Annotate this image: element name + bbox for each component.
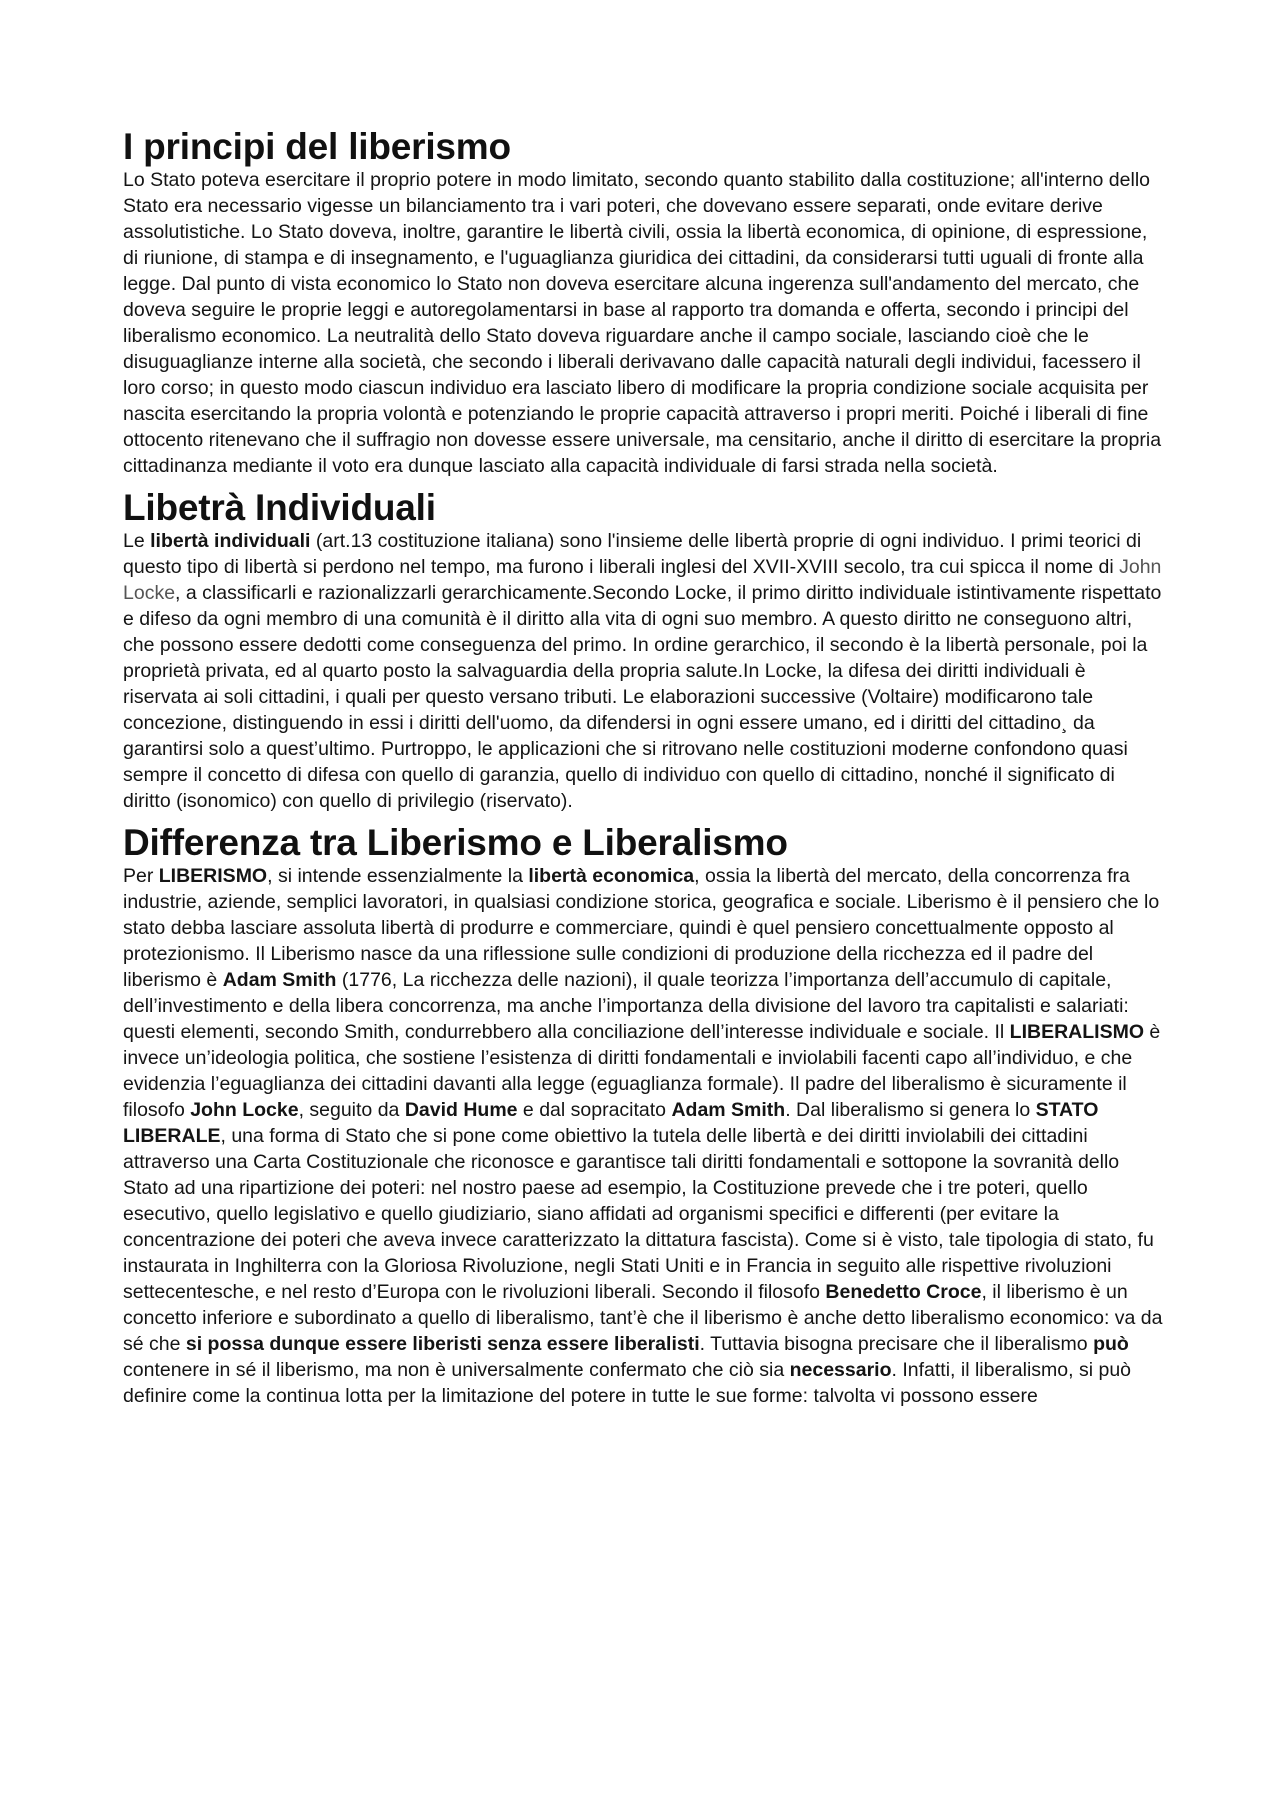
section-paragraph — [123, 528, 1165, 814]
bold-text: Adam Smith — [222, 969, 337, 991]
bold-text: necessario — [789, 1359, 892, 1381]
text-segment: (1776, La ricchezza delle nazioni), il quale teorizza l’importanza dell’accumulo di capitale, dell’investimento e della libera concorrenza, ma anche l’importanza della divisione del lavoro tra capitalisti e salariati: questi elementi, secondo Smith, condurrebbero alla conciliazione dell’interesse individuale e sociale. Il — [123, 969, 1129, 1043]
text-segment: Per — [123, 865, 159, 887]
john-locke-link[interactable]: John Locke — [123, 556, 1162, 604]
bold-text: Benedetto Croce — [825, 1281, 982, 1303]
text-segment: Le — [123, 530, 151, 552]
bold-text: si possa dunque essere liberisti senza essere liberalisti — [185, 1333, 700, 1355]
text-segment: e dal sopracitato — [517, 1099, 672, 1121]
section-heading: Differenza tra Liberismo e Liberalismo — [123, 822, 788, 863]
section-liberism-vs-liberalism — [123, 822, 1165, 1409]
section-individual-liberties — [123, 487, 1165, 814]
text-segment: . Dal liberalismo si genera lo — [785, 1099, 1036, 1121]
text-segment: , a classificarli e razionalizzarli gerarchicamente.Secondo Locke, il primo diritto individuale istintivamente rispettato e difeso da ogni membro di una comunità è il diritto alla vita di ogni suo membro. A questo diritto ne conseguono altri, che possono essere dedotti come conseguenza del primo. In ordine gerarchico, il secondo è la libertà personale, poi la proprietà privata, ed al quarto posto la salvaguardia della propria salute.In Locke, la difesa dei diritti individuali è riservata ai soli cittadini, i quali per questo versano tributi. Le elaborazioni successive (Voltaire) modificarono tale concezione, distinguendo in essi i diritti dell'uomo, da difendersi in ogni essere umano, ed i diritti del cittadino¸ da garantirsi solo a quest’ultimo. Purtroppo, le applicazioni che si ritrovano nelle costituzioni moderne confondono quasi sempre il concetto di difesa con quello di garanzia, quello di individuo con quello di cittadino, nonché il significato di diritto (isonomico) con quello di privilegio (riservato). — [123, 582, 1162, 812]
text-segment: . Infatti, il liberalismo, si può definire come la continua lotta per la limitazione del potere in tutte le sue forme: talvolta vi possono essere — [123, 1359, 1132, 1407]
text-segment: (art.13 costituzione italiana) sono l'insieme delle libertà proprie di ogni individuo. I primi teorici di questo tipo di libertà si perdono nel tempo, ma furono i liberali inglesi del XVII-XVIII secolo, tra cui spicca il nome di — [123, 530, 1142, 578]
text-segment: , seguito da — [298, 1099, 405, 1121]
text-segment: contenere in sé il liberismo, ma non è universalmente confermato che ciò sia — [123, 1359, 790, 1381]
section-liberism-principles — [123, 126, 1165, 479]
bold-text: David Hume — [404, 1099, 518, 1121]
section-heading: I principi del liberismo — [123, 126, 511, 167]
bold-text: libertà individuali — [150, 530, 311, 552]
text-segment: è invece un’ideologia politica, che sostiene l’esistenza di diritti fondamentali e inviolabili facenti capo all’individuo, e che evidenzia l’eguaglianza dei cittadini davanti alla legge (eguaglianza formale). Il padre del liberalismo è sicuramente il filosofo — [123, 1021, 1161, 1121]
text-segment: , ossia la libertà del mercato, della concorrenza fra industrie, aziende, semplici lavoratori, in qualsiasi condizione storica, geografica e sociale. Liberismo è il pensiero che lo stato debba lasciare assoluta libertà di produrre e commerciare, quindi è quel pensiero concettualmente opposto al protezionismo. Il Liberismo nasce da una riflessione sulle condizioni di produzione della ricchezza ed il padre del liberismo è — [123, 865, 1160, 991]
bold-text: LIBERISMO — [158, 865, 268, 887]
text-segment: . Tuttavia bisogna precisare che il liberalismo — [699, 1333, 1094, 1355]
text-segment: , una forma di Stato che si pone come obiettivo la tutela delle libertà e dei diritti inviolabili dei cittadini attraverso una Carta Costituzionale che riconosce e garantisce tali diritti fondamentali e sottopone la sovranità dello Stato ad una ripartizione dei poteri: nel nostro paese ad esempio, la Costituzione prevede che i tre poteri, quello esecutivo, quello legislativo e quello giudiziario, siano affidati ad organismi specifici e differenti (per evitare la concentrazione dei poteri che aveva invece caratterizzato la dittatura fascista). Come si è visto, tale tipologia di stato, fu instaurata in Inghilterra con la Gloriosa Rivoluzione, negli Stati Uniti e in Francia in seguito alle rispettive rivoluzioni settecentesche, e nel resto d’Europa con le rivoluzioni liberali. Secondo il filosofo — [123, 1125, 1154, 1303]
text-segment: , si intende essenzialmente la — [267, 865, 529, 887]
bold-text: Adam Smith — [671, 1099, 786, 1121]
bold-text: può — [1093, 1333, 1129, 1355]
bold-text: LIBERALISMO — [1009, 1021, 1145, 1043]
section-paragraph — [123, 863, 1165, 1409]
text-segment: Lo Stato poteva esercitare il proprio potere in modo limitato, secondo quanto stabilito dalla costituzione; all'interno dello Stato era necessario vigesse un bilanciamento tra i vari poteri, che dovevano essere separati, onde evitare derive assolutistiche. Lo Stato doveva, inoltre, garantire le libertà civili, ossia la libertà economica, di opinione, di espressione, di riunione, di stampa e di insegnamento, e l'uguaglianza giuridica dei cittadini, da considerarsi tutti uguali di fronte alla legge. Dal punto di vista economico lo Stato non doveva esercitare alcuna ingerenza sull'andamento del mercato, che doveva seguire le proprie leggi e autoregolamentarsi in base al rapporto tra domanda e offerta, secondo i principi del liberalismo economico. La neutralità dello Stato doveva riguardare anche il campo sociale, lasciando cioè che le disuguaglianze interne alla società, che secondo i liberali derivavano dalle capacità naturali degli individui, facessero il loro corso; in questo modo ciascun individuo era lasciato libero di modificare la propria condizione sociale acquisita per nascita esercitando la propria volontà e potenziando le proprie capacità attraverso i propri meriti. Poiché i liberali di fine ottocento ritenevano che il suffragio non dovesse essere universale, ma censitario, anche il diritto di esercitare la propria cittadinanza mediante il voto era dunque lasciato alla capacità individuale di farsi strada nella società. — [123, 169, 1162, 477]
bold-text: John Locke — [190, 1099, 299, 1121]
bold-text: STATO LIBERALE — [123, 1099, 1099, 1147]
bold-text: libertà economica — [528, 865, 695, 887]
text-segment: , il liberismo è un concetto inferiore e subordinato a quello di liberalismo, tant’è che il liberismo è anche detto liberalismo economico: va da sé che — [123, 1281, 1163, 1355]
section-paragraph — [123, 167, 1165, 479]
section-heading: Libetrà Individuali — [123, 487, 436, 528]
